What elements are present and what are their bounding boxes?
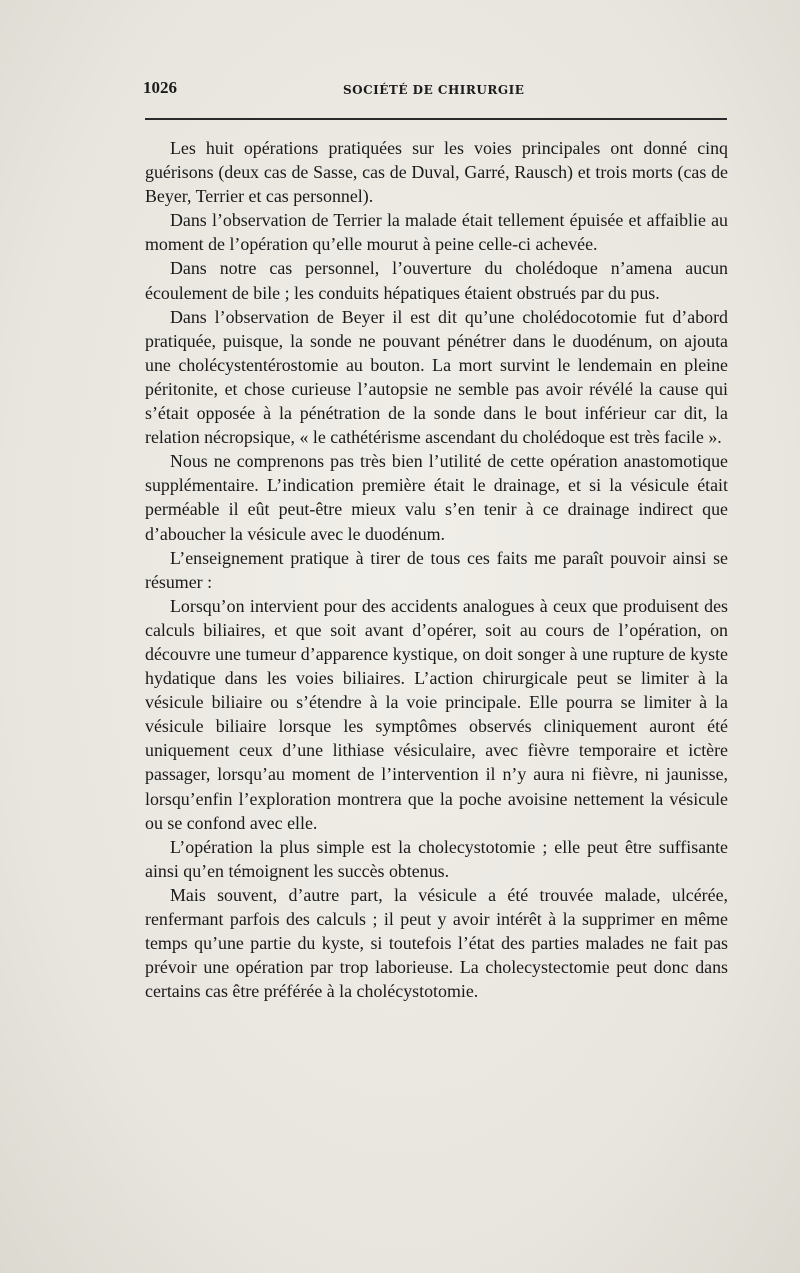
running-title: SOCIÉTÉ DE CHIRURGIE: [343, 83, 525, 97]
paragraph: Dans l’observation de Beyer il est dit qu’une cholédocotomie fut d’abord pratiquée, puisque, la sonde ne pouvant pénétrer dans le duodénum, on ajouta une cholécystentérostomie au bouton. La mort survint le lendemain en pleine péritonite, et chose curieuse l’autopsie ne semble pas avoir révélé la cause qui s’était opposée à la pénétration de la sonde dans le bout inférieur car dit, la relation nécropsique, « le cathétérisme ascendant du cholédoque est très facile ».: [145, 306, 728, 448]
page-header: [143, 78, 729, 104]
page-number: 1026: [143, 78, 177, 97]
paragraph: Lorsqu’on intervient pour des accidents analogues à ceux que produisent des calculs biliaires, et que soit avant d’opérer, soit au cours de l’opération, on découvre une tumeur d’apparence kystique, on doit songer à une rupture de kyste hydatique dans les voies biliaires. L’action chirurgicale peut se limiter à la vésicule biliaire ou s’étendre à la voie principale. Elle pourra se limiter à la vésicule biliaire lorsque les symptômes observés cliniquement auront été uniquement ceux d’une lithiase vésiculaire, avec fièvre temporaire et ictère passager, lorsqu’au moment de l’intervention il n’y aura ni fièvre, ni jaunisse, lorsqu’enfin l’exploration montrera que la poche avoisine nettement la vésicule ou se confond avec elle.: [145, 595, 728, 833]
paragraph: Les huit opérations pratiquées sur les voies principales ont donné cinq guérisons (deux cas de Sasse, cas de Duval, Garré, Rausch) et trois morts (cas de Beyer, Terrier et cas personnel).: [145, 138, 728, 207]
paragraph: Dans notre cas personnel, l’ouverture du cholédoque n’amena aucun écoulement de bile ; les conduits hépatiques étaient obstrués par du pus.: [145, 258, 728, 303]
paragraph: Nous ne comprenons pas très bien l’utilité de cette opération anastomotique supplémentaire. L’indication première était le drainage, et si la vésicule était perméable il eût peut-être mieux valu s’en tenir à ce drainage indirect que d’aboucher la vésicule avec le duodénum.: [145, 451, 728, 544]
body-text: [145, 136, 728, 1003]
paragraph: Dans l’observation de Terrier la malade était tellement épuisée et affaiblie au moment de l’opération qu’elle mourut à peine celle-ci achevée.: [145, 210, 728, 255]
paragraph: L’opération la plus simple est la cholecystotomie ; elle peut être suffisante ainsi qu’en témoignent les succès obtenus.: [145, 836, 728, 881]
paragraph: L’enseignement pratique à tirer de tous ces faits me paraît pouvoir ainsi se résumer :: [145, 547, 728, 592]
paragraph: Mais souvent, d’autre part, la vésicule a été trouvée malade, ulcérée, renfermant parfois des calculs ; il peut y avoir intérêt à la supprimer en même temps qu’une partie du kyste, si toutefois l’état des parties malades ne fait pas prévoir une opération par trop laborieuse. La cholecystectomie peut donc dans certains cas être préférée à la cholécystotomie.: [145, 884, 728, 1002]
header-rule: [145, 118, 727, 120]
